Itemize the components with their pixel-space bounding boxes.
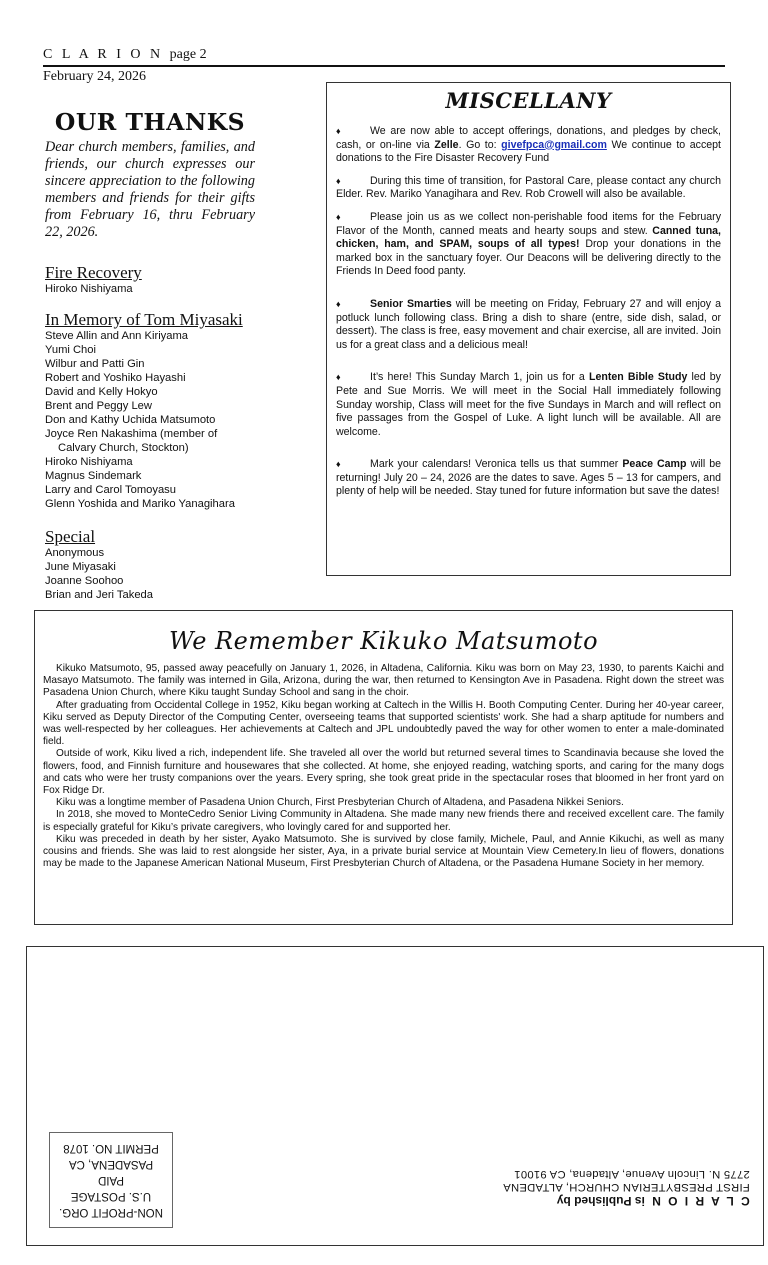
misc-item-lenten-study <box>336 371 721 439</box>
donor-name: Anonymous <box>45 547 105 559</box>
obituary-box <box>34 610 733 925</box>
obituary-paragraph: Outside of work, Kiku lived a rich, independent life. She traveled all over the world but returned several times to Scandinavia because she loved the flowers, food, and Finnish furniture and housewares that she collected. At home, she enjoyed reading, watching sports, and caring for the many dogs and cats who were her trusty companions over the years. Every spring, she took great pride in the spectacular roses that bloomed in her front yard on Fox Ridge Dr. <box>43 748 724 797</box>
permit-line: PAID <box>98 1174 124 1186</box>
donor-name: June Miyasaki <box>45 561 116 573</box>
email-link[interactable]: givefpca@gmail.com <box>501 138 607 151</box>
item-emphasis: Senior Smarties <box>370 297 452 310</box>
misc-item-senior-smarties <box>336 298 721 352</box>
item-text: will be meeting on Friday, February 27 and will enjoy a potluck lunch following class. Bring a dish to share (entre, side dish, salad, or dessert). The class is free, easy movement and chair exercise, all are invited. Join us for a great class and a delicious meal! <box>336 297 721 351</box>
donor-name: Hiroko Nishiyama <box>45 456 133 468</box>
donor-name: Brent and Peggy Lew <box>45 400 152 412</box>
publisher-name: C L A R I O N <box>650 1194 750 1208</box>
donor-name: Yumi Choi <box>45 344 96 356</box>
donor-name: Brian and Jeri Takeda <box>45 589 154 601</box>
item-text: . Go to: <box>458 138 502 151</box>
obituary-paragraph: After graduating from Occidental College in 1952, Kiku began working at Caltech in the Willis H. Booth Computing Center. During her 40-year career, Kiku served as Deputy Director of the Computing Center, overseeing teams that supported scientists' work. She had a sharp aptitude for numbers and was well-respected by her colleagues. Her achievements at Caltech and JPL undoubtedly paved the way for other women to enter a male-dominated field. <box>43 699 724 748</box>
publisher-suffix: is Published by <box>557 1194 646 1208</box>
permit-line: PERMIT NO. 1078 <box>63 1142 159 1154</box>
diamond-bullet-icon: ♦ <box>336 175 341 186</box>
donor-name: Magnus Sindemark <box>45 470 142 482</box>
donor-name: Hiroko Nishiyama <box>45 283 133 295</box>
mailing-panel <box>26 946 764 1246</box>
permit-line: U.S. POSTAGE <box>70 1190 152 1202</box>
newsletter-name: C L A R I O N <box>43 47 164 62</box>
obituary-paragraph: Kiku was a longtime member of Pasadena Union Church, First Presbyterian Church of Altadena, and Pasadena Nikkei Seniors. <box>56 797 624 809</box>
page-number: page 2 <box>169 47 207 62</box>
item-emphasis: Zelle <box>434 138 459 151</box>
obituary-paragraph: Kikuko Matsumoto, 95, passed away peacefully on January 1, 2026, in Altadena, California. Kiku was born on May 23, 1930, to parents Kaichi and Masayo Matsumoto. The family was interned in Gila, Arizona, during the war, then returned to Kensington Ave in Pasadena. Right down the street was Pasadena Union Church, where Kiku taught Sunday School and sang in the choir. <box>43 663 724 699</box>
misc-item-food-drive <box>336 211 721 279</box>
item-text: We are now able to accept offerings, donations, and pledges by check, cash, or on-line via <box>336 125 721 151</box>
publisher-org: FIRST PRESBYTERIAN CHURCH, ALTADENA <box>503 1181 750 1193</box>
donor-name: Glenn Yoshida and Mariko Yanagihara <box>45 498 235 510</box>
diamond-bullet-icon: ♦ <box>336 298 341 309</box>
obituary-title: We Remember Kikuko Matsumoto <box>168 627 599 655</box>
donor-name: Don and Kathy Uchida Matsumoto <box>45 414 216 426</box>
permit-line: PASADENA, CA <box>68 1158 154 1170</box>
donor-name: Robert and Yoshiko Hayashi <box>45 372 186 384</box>
group-heading: Fire Recovery <box>45 263 142 282</box>
masthead <box>43 47 725 85</box>
postage-permit-box <box>49 1132 173 1228</box>
group-heading: In Memory of Tom Miyasaki <box>45 310 243 329</box>
diamond-bullet-icon: ♦ <box>336 211 341 222</box>
group-heading: Special <box>45 527 96 546</box>
donor-name: Joanne Soohoo <box>45 575 124 587</box>
item-text: will be returning! July 20 – 24, 2026 are the dates to save. Ages 5 – 13 for campers, and plenty of help will be needed. Stay tuned for future information but save the dates! <box>336 458 721 498</box>
obituary-paragraph: Kiku was preceded in death by her sister, Ayako Matsumoto. She is survived by close family, Michele, Paul, and Annie Kikuchi, as well as many cousins and friends. She was laid to rest alongside her sister, Aya, in a private burial service at Mountain View Cemetery.In lieu of flowers, donations may be made to the Japanese American National Museum, First Presbyterian Church of Altadena, or the Pasadena Humane Society in her memory. <box>43 833 724 870</box>
newsletter-header <box>43 47 725 63</box>
our-thanks-section <box>45 108 255 602</box>
obituary-paragraph: In 2018, she moved to MonteCedro Senior Living Community in Altadena. She made many new friends there and received excellent care. The family is especially grateful for Kiku’s private caregivers, who lovingly cared for and supported her. <box>43 809 724 833</box>
donor-name: Joyce Ren Nakashima (member of <box>45 428 218 440</box>
misc-item-zelle <box>336 125 721 166</box>
group-in-memory <box>45 310 255 511</box>
miscellany-box <box>326 82 731 576</box>
item-text: Mark your calendars! Veronica tells us that summer <box>370 458 623 471</box>
section-title: MISCELLANY <box>445 88 612 113</box>
publisher-address <box>503 1167 750 1209</box>
group-fire-recovery <box>45 263 255 296</box>
donor-name: David and Kelly Hokyo <box>45 386 158 398</box>
thanks-intro: Dear church members, families, and friends, our church expresses our sincere appreciation to the following members and friends for their gifts from February 16, thru February 22, 2026. <box>45 139 255 240</box>
header-rule <box>43 65 725 67</box>
diamond-bullet-icon: ♦ <box>336 372 341 383</box>
donor-name-continued: Calvary Church, Stockton) <box>58 442 189 454</box>
obituary-body <box>43 663 724 870</box>
item-text: We continue to accept donations to the Fire Disaster Recovery Fund <box>336 138 721 165</box>
item-text: It’s here! This Sunday March 1, join us for a <box>370 371 589 384</box>
item-emphasis: Canned tuna, chicken, ham, and SPAM, soups of all types! <box>336 224 721 251</box>
donor-name: Steve Allin and Ann Kiriyama <box>45 330 189 342</box>
donor-name: Larry and Carol Tomoyasu <box>45 484 176 496</box>
item-text: Please join us as we collect non-perishable food items for the February Flavor of the Month, canned meats and hearty soups and stew. <box>336 210 721 237</box>
permit-line: NON-PROFIT ORG. <box>59 1206 163 1218</box>
publisher-street: 2775 N. Lincoln Avenue, Altadena, CA 91001 <box>514 1168 750 1180</box>
donor-name: Wilbur and Patti Gin <box>45 358 145 370</box>
publisher-title <box>503 1193 750 1209</box>
misc-item-pastoral-care <box>336 175 721 202</box>
item-emphasis: Peace Camp <box>622 458 687 471</box>
diamond-bullet-icon: ♦ <box>336 459 341 470</box>
item-text: led by Pete and Sue Morris. We will meet in the Social Hall immediately following Sunday worship, Class will meet for the five Sundays in March and will reflect on five passages from the Gospel of Luke. A light lunch will be available. All are welcome. <box>336 371 721 438</box>
diamond-bullet-icon: ♦ <box>336 126 341 136</box>
group-special <box>45 527 255 602</box>
section-title: OUR THANKS <box>54 109 246 136</box>
item-text: Drop your donations in the marked box in the sanctuary foyer. Our Deacons will be delivering directly to the Friends In Deed food panty. <box>336 238 722 278</box>
misc-item-peace-camp <box>336 458 721 499</box>
item-emphasis: Lenten Bible Study <box>588 371 688 384</box>
item-text: During this time of transition, for Pastoral Care, please contact any church Elder. Rev. Mariko Yanagihara and Rev. Rob Crowell will also be available. <box>336 174 721 201</box>
issue-date: February 24, 2026 <box>43 69 147 84</box>
